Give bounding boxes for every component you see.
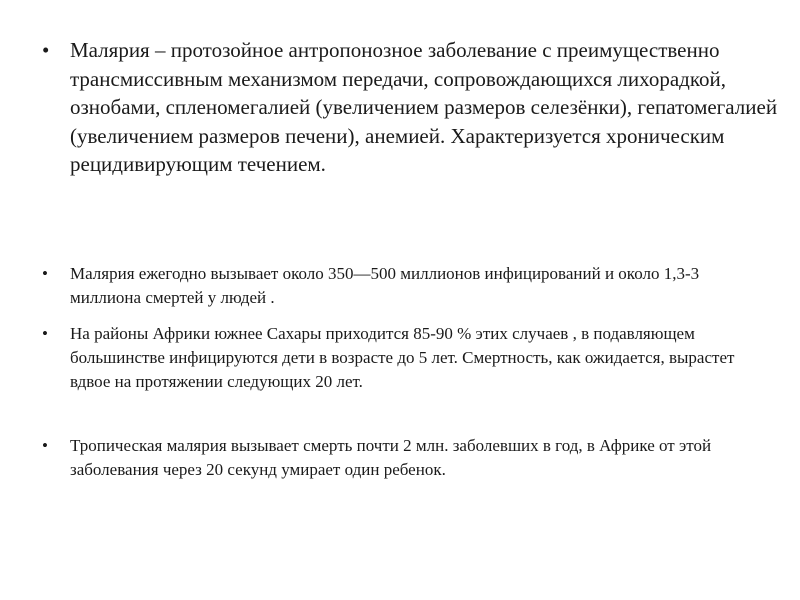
paragraph-africa: На районы Африки южнее Сахары приходится 85-90 % этих случаев , в подавляющем большинстве инфицируются дети в возрасте до 5 лет. Смертность, как ожидается, вырастет вдвое на протяжении следующих 20 лет. [70, 324, 735, 391]
bullet-item-africa [42, 322, 762, 394]
paragraph-tropical: Тропическая малярия вызывает смерть почти 2 млн. заболевших в год, в Африке от этой заболевания через 20 секунд умирает один ребенок. [70, 436, 712, 479]
bullet-item-definition [42, 36, 782, 179]
bullet-icon: • [42, 38, 50, 62]
bullet-item-tropical [42, 434, 762, 482]
paragraph-infections: Малярия ежегодно вызывает около 350—500 миллионов инфицирований и около 1,3-3 миллиона смертей у людей . [70, 264, 700, 307]
bullet-icon: • [42, 324, 48, 343]
bullet-item-infections [42, 262, 762, 310]
bullet-icon: • [42, 264, 48, 283]
paragraph-definition: Малярия – протозойное антропонозное заболевание с преимущественно трансмиссивным механизмом передачи, сопровождающихся лихорадкой, ознобами, спленомегалией (увеличением размеров селезёнки), гепатомегалией (увеличением размеров печени), анемией. Характеризуется хроническим рецидивирующим течением. [70, 38, 778, 176]
bullet-icon: • [42, 436, 48, 455]
